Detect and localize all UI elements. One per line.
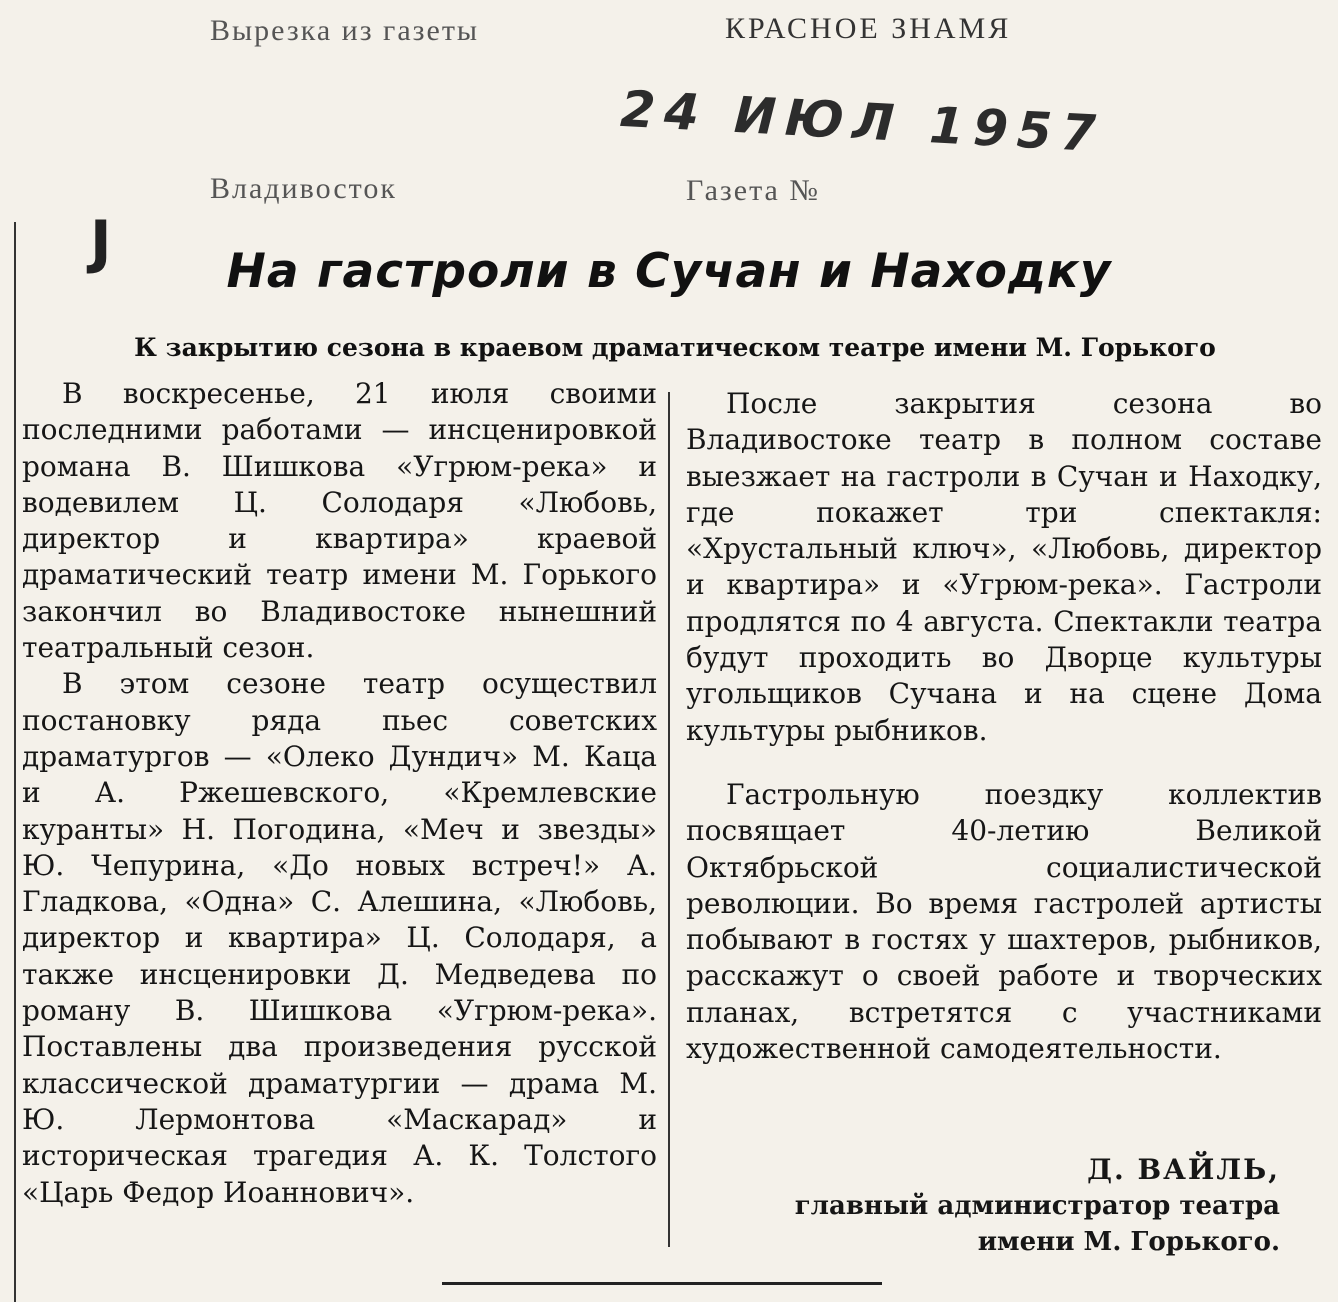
- corner-mark: J: [90, 208, 112, 276]
- issue-number-label: Газета №: [686, 174, 820, 207]
- paragraph: В воскресенье, 21 июля своими последними работами — инсценировкой романа В. Шишкова «Угрюм-река» и водевилем Ц. Солодаря «Любовь, директор и квартира» краевой драматический театр имени М. Горького закончил во Владивостоке нынешний театральный сезон.: [22, 377, 657, 665]
- signature-name: Д. ВАЙЛЬ,: [1087, 1153, 1280, 1186]
- left-border-rule: [14, 222, 16, 1302]
- left-column: [22, 376, 657, 1211]
- date-stamp: 24 ИЮЛ 1957: [618, 80, 1106, 164]
- headline: На гастроли в Сучан и Находку: [226, 244, 1112, 299]
- bottom-rule: [442, 1282, 882, 1285]
- paragraph: После закрытия сезона во Владивостоке театр в полном составе выезжает на гастроли в Сучан и Находку, где покажет три спектакля: «Хрустальный ключ», «Любовь, директор и квартира» и «Угрюм-река». Гастроли продлятся по 4 августа. Спектакли театра будут проходить во Дворце культуры угольщиков Сучана и на сцене Дома культуры рыбников.: [686, 387, 1322, 747]
- clipping-label: Вырезка из газеты: [210, 14, 480, 47]
- newspaper-name: КРАСНОЕ ЗНАМЯ: [725, 12, 1012, 45]
- paragraph: В этом сезоне театр осуществил постановку ряда пьес советских драматургов — «Олеко Дундич» М. Каца и А. Ржешевского, «Кремлевские куранты» Н. Погодина, «Меч и звезды» Ю. Чепурина, «До новых встреч!» А. Гладкова, «Одна» С. Алешина, «Любовь, директор и квартира» Ц. Солодаря, а также инсценировки Д. Медведева по роману В. Шишкова «Угрюм-река». Поставлены два произведения русской классической драматургии — драма М. Ю. Лермонтова «Маскарад» и историческая трагедия А. К. Толстого «Царь Федор Иоаннович».: [22, 667, 657, 1209]
- paragraph: Гастрольную поездку коллектив посвящает 40-летию Великой Октябрьской социалистической революции. Во время гастролей артисты побывают в гостях у шахтеров, рыбников, расскажут о своей работе и творческих планах, встретятся с участниками художественной самодеятельности.: [686, 777, 1322, 1066]
- right-column: [686, 386, 1322, 1067]
- signature-org: имени М. Горького.: [977, 1227, 1280, 1257]
- signature-role: главный администратор театра: [794, 1191, 1280, 1221]
- column-divider: [668, 392, 670, 1247]
- city-label: Владивосток: [210, 172, 397, 205]
- subheadline: К закрытию сезона в краевом драматическом театре имени М. Горького: [134, 333, 1216, 362]
